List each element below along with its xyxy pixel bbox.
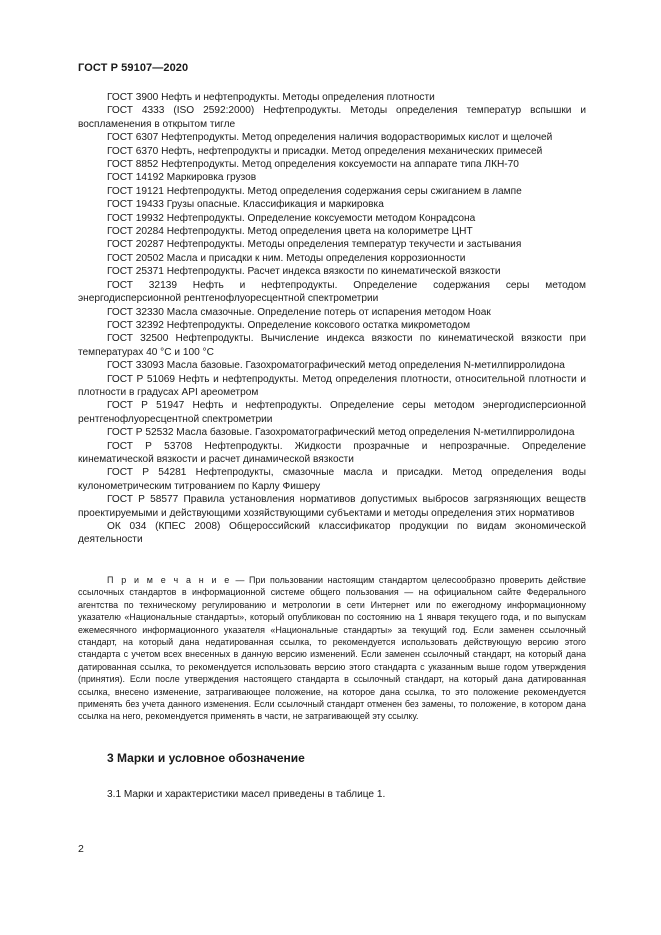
- reference-item: ГОСТ Р 54281 Нефтепродукты, смазочные масла и присадки. Метод определения воды кулонометрическим титрованием по Карлу Фишеру: [78, 467, 586, 492]
- reference-item: ОК 034 (КПЕС 2008) Общероссийский классификатор продукции по видам экономической деятельности: [78, 521, 586, 546]
- reference-item: ГОСТ 32500 Нефтепродукты. Вычисление индекса вязкости по кинематической вязкости при температурах 40 °С и 100 °С: [78, 333, 586, 358]
- reference-item: ГОСТ 8852 Нефтепродукты. Метод определения коксуемости на аппарате типа ЛКН-70: [107, 159, 519, 171]
- reference-item: ГОСТ 19433 Грузы опасные. Классификация и маркировка: [107, 199, 384, 211]
- note-paragraph: [78, 574, 586, 723]
- reference-item: ГОСТ 20502 Масла и присадки к ним. Методы определения коррозионности: [107, 252, 466, 264]
- reference-item: ГОСТ 3900 Нефть и нефтепродукты. Методы определения плотности: [107, 92, 435, 103]
- reference-item: ГОСТ Р 51069 Нефть и нефтепродукты. Метод определения плотности, относительной плотности и плотности в градусах API ареометром: [78, 373, 586, 398]
- reference-item: ГОСТ 25371 Нефтепродукты. Расчет индекса вязкости по кинематической вязкости: [107, 266, 501, 278]
- reference-item: ГОСТ 14192 Маркировка грузов: [107, 172, 257, 184]
- note-label: П р и м е ч а н и е: [107, 575, 231, 585]
- reference-item: ГОСТ 33093 Масла базовые. Газохроматографический метод определения N-метилпирролидона: [107, 360, 565, 372]
- note-text: — При пользовании настоящим стандартом целесообразно проверить действие ссылочных стандартов в информационной системе общего пользования — на официальном сайте Федерального агентства по техническому регулированию и метрологии в сети Интернет или по ежегодному информационному указателю «Национальные стандарты», который опубликован по состоянию на 1 января текущего года, и по выпускам ежемесячного информационного указателя «Национальные стандарты» за текущий год. Если заменен ссылочный стандарт, на который дана недатированная ссылка, то рекомендуется использовать действующую версию этого стандарта с учетом всех внесенных в данную версию изменений. Если заменен ссылочный стандарт, на который дана датированная ссылка, то рекомендуется использовать версию этого стандарта с указанным выше годом утверждения (принятия). Если после утверждения настоящего стандарта в ссылочный стандарт, на который дана датированная ссылка, внесено изменение, затрагивающее положение, на которое дана ссылка, то это положение рекомендуется применять без учета данного изменения. Если ссылочный стандарт отменен без замены, то положение, в котором дана ссылка на него, рекомендуется применять в части, не затрагивающей эту ссылку.: [78, 575, 586, 722]
- reference-item: ГОСТ 32330 Масла смазочные. Определение потерь от испарения методом Ноак: [107, 306, 491, 318]
- reference-item: ГОСТ 6307 Нефтепродукты. Метод определения наличия водорастворимых кислот и щелочей: [107, 132, 553, 144]
- body-paragraph: 3.1 Марки и характеристики масел приведены в таблице 1.: [107, 789, 386, 800]
- reference-item: ГОСТ 6370 Нефть, нефтепродукты и присадки. Метод определения механических примесей: [107, 145, 543, 157]
- reference-item: ГОСТ 32139 Нефть и нефтепродукты. Определение содержания серы методом энергодисперсионной рентгенофлуоресцентной спектрометрии: [78, 279, 586, 305]
- document-header: ГОСТ Р 59107—2020: [78, 62, 189, 74]
- reference-item: ГОСТ 19121 Нефтепродукты. Метод определения содержания серы сжиганием в лампе: [107, 185, 522, 197]
- reference-item: ГОСТ 32392 Нефтепродукты. Определение коксового остатка микрометодом: [107, 319, 471, 331]
- reference-item: ГОСТ 4333 (ISO 2592:2000) Нефтепродукты. Методы определения температур вспышки и воспламенения в открытом тигле: [78, 105, 586, 130]
- reference-item: ГОСТ Р 51947 Нефть и нефтепродукты. Определение серы методом энергодисперсионной рентгенофлуоресцентной спектрометрии: [78, 400, 586, 425]
- normative-references-list: [78, 91, 586, 547]
- reference-item: ГОСТ Р 53708 Нефтепродукты. Жидкости прозрачные и непрозрачные. Определение кинематической вязкости и расчет динамической вязкости: [78, 440, 586, 465]
- section-heading: 3 Марки и условное обозначение: [107, 751, 305, 765]
- reference-item: ГОСТ 19932 Нефтепродукты. Определение коксуемости методом Конрадсона: [107, 212, 476, 224]
- page-number: 2: [78, 843, 84, 855]
- reference-item: ГОСТ Р 52532 Масла базовые. Газохроматографический метод определения N-метилпирролидона: [107, 427, 575, 439]
- reference-item: ГОСТ Р 58577 Правила установления нормативов допустимых выбросов загрязняющих веществ проектируемыми и действующими хозяйствующими субъектами и методы определения этих нормативов: [78, 494, 586, 519]
- reference-item: ГОСТ 20284 Нефтепродукты. Метод определения цвета на колориметре ЦНТ: [107, 226, 473, 238]
- reference-item: ГОСТ 20287 Нефтепродукты. Методы определения температур текучести и застывания: [107, 239, 522, 251]
